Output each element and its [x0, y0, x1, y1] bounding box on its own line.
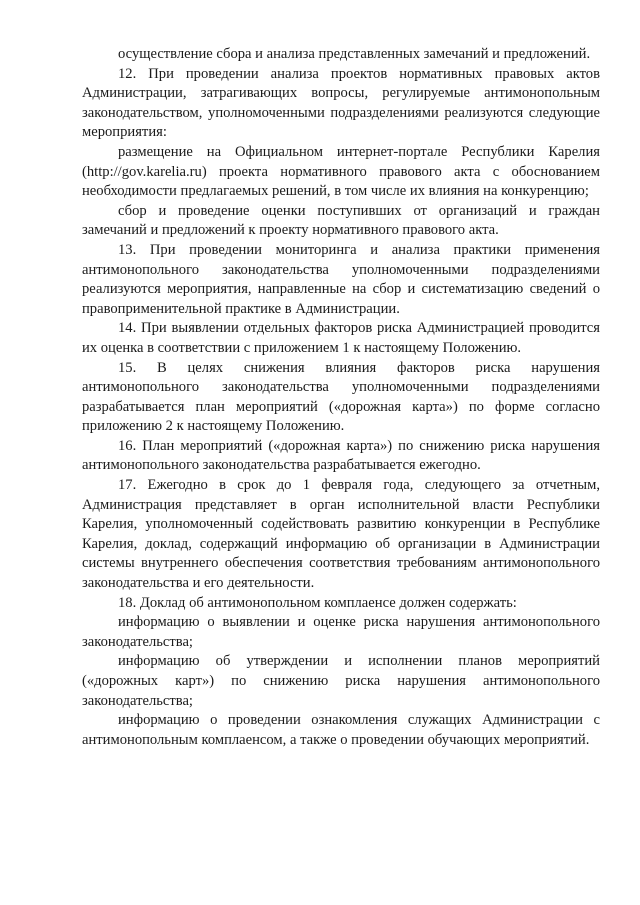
paragraph-item-18: 18. Доклад об антимонопольном комплаенсе должен содержать: — [118, 594, 517, 611]
paragraph-item-12: 12. При проведении анализа проектов нормативных правовых актов Администрации, затрагивающих вопросы, регулируемые антимонопольным законодательством, уполномоченными подразделениями реализуются следующие мероприятия: — [82, 65, 600, 141]
paragraph-item-15: 15. В целях снижения влияния факторов риска нарушения антимонопольного законодательства уполномоченными подразделениями разрабатывается план мероприятий («дорожная карта») по форме согласно приложению 2 к настоящему Положению. — [82, 359, 600, 435]
paragraph-item-14: 14. При выявлении отдельных факторов риска Администрацией проводится их оценка в соответствии с приложением 1 к настоящему Положению. — [82, 320, 600, 356]
paragraph-report-risk-info: информацию о выявлении и оценке риска нарушения антимонопольного законодательства; — [82, 614, 600, 650]
paragraph-item-16: 16. План мероприятий («дорожная карта») по снижению риска нарушения антимонопольного законодательства разрабатывается ежегодно. — [82, 437, 600, 474]
paragraph-posting-on-portal: размещение на Официальном интернет-портале Республики Карелия (http://gov.karelia.ru) проекта нормативного правового акта с обоснованием необходимости предлагаемых решений, в том числе их влияния на конкуренцию; — [82, 143, 600, 200]
paragraph-report-plans-info: информацию об утверждении и исполнении планов мероприятий («дорожных карт») по снижению риска нарушения антимонопольного законодательства; — [82, 653, 600, 709]
paragraph-collection-continuation: осуществление сбора и анализа представленных замечаний и предложений. — [118, 46, 591, 62]
paragraph-report-training-info: информацию о проведении ознакомления служащих Администрации с антимонопольным комплаенсом, а также о проведении обучающих мероприятий. — [82, 712, 600, 748]
paragraph-item-13: 13. При проведении мониторинга и анализа практики применения антимонопольного законодательства уполномоченными подразделениями реализуются мероприятия, направленные на сбор и систематизацию сведений о правоприменительной практике в Администрации. — [82, 241, 600, 317]
document-body — [82, 45, 600, 750]
paragraph-collection-of-remarks: сбор и проведение оценки поступивших от организаций и граждан замечаний и предложений к проекту нормативного правового акта. — [82, 202, 600, 239]
paragraph-item-17: 17. Ежегодно в срок до 1 февраля года, следующего за отчетным, Администрация представляет в орган исполнительной власти Республики Карелия, уполномоченный содействовать развитию конкуренции в Республике Карелия, доклад, содержащий информацию об организации в Администрации системы внутреннего обеспечения соответствия требованиям антимонопольного законодательства и его деятельности. — [82, 477, 600, 592]
